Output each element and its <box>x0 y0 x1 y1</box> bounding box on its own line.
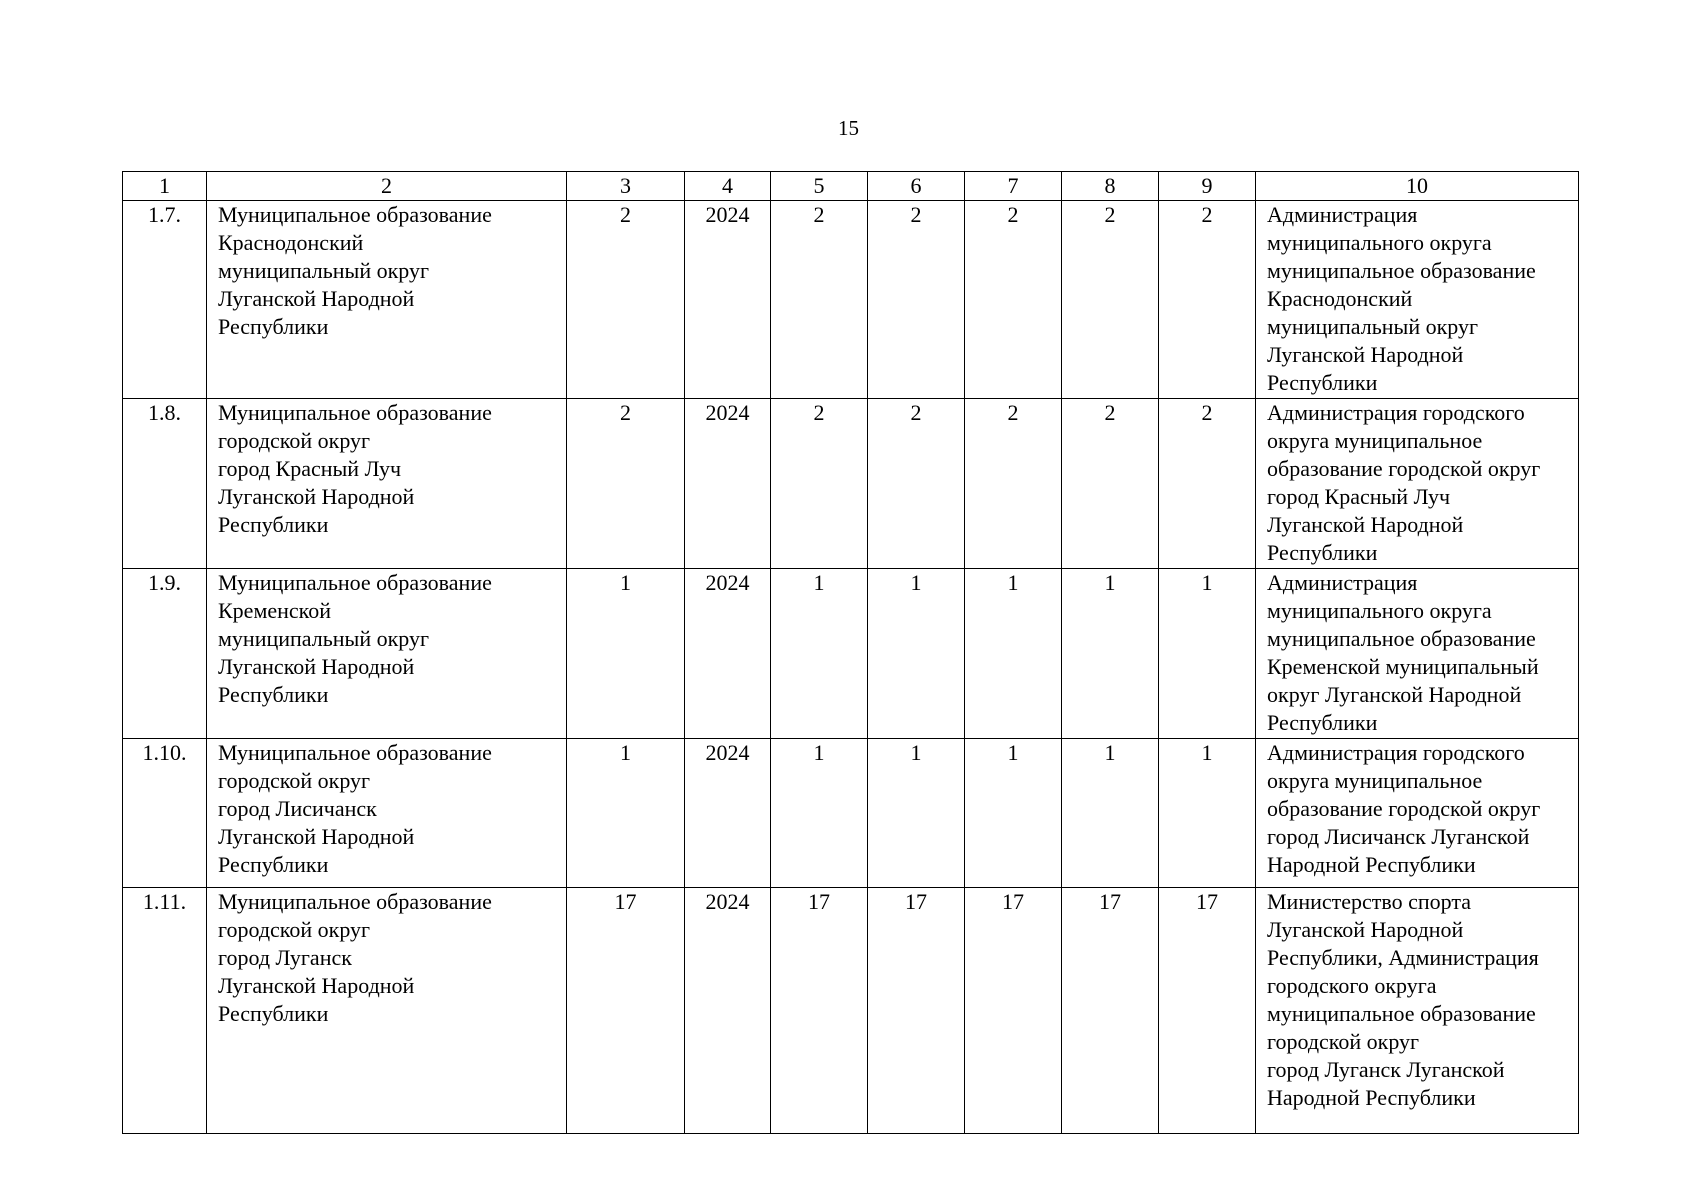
value-cell: 1 <box>868 739 965 888</box>
text-line: город Луганск <box>218 945 352 970</box>
text-line: Луганской Народной <box>218 654 415 679</box>
text-line: муниципальное образование <box>1267 258 1536 283</box>
municipality-cell <box>207 201 567 399</box>
table-row <box>123 399 1579 569</box>
text-line: округа муниципальное <box>1267 428 1483 453</box>
year-cell: 2024 <box>685 569 771 739</box>
page-number: 15 <box>838 116 859 140</box>
text-line: Народной Республики <box>1267 1085 1476 1110</box>
value-cell: 2 <box>1159 201 1256 399</box>
text-line: Луганской Народной <box>1267 917 1464 942</box>
text-line: Республики <box>218 852 329 877</box>
column-header: 9 <box>1159 172 1256 201</box>
text-line: Республики <box>218 512 329 537</box>
responsible-org-cell <box>1256 201 1579 399</box>
text-line: Кременской муниципальный <box>1267 654 1539 679</box>
value-cell: 2 <box>868 201 965 399</box>
text-line: муниципального округа <box>1267 598 1492 623</box>
table-row <box>123 569 1579 739</box>
row-number-cell: 1.9. <box>123 569 207 739</box>
text-line: Республики, Администрация <box>1267 945 1539 970</box>
text-line: Администрация <box>1267 570 1418 595</box>
column-header: 2 <box>207 172 567 201</box>
value-cell: 1 <box>1062 569 1159 739</box>
responsible-org-cell <box>1256 569 1579 739</box>
text-line: Республики <box>1267 540 1378 565</box>
text-line: город Лисичанск Луганской <box>1267 824 1530 849</box>
row-number-cell: 1.11. <box>123 888 207 1134</box>
responsible-org-cell <box>1256 888 1579 1134</box>
text-line: Республики <box>218 1001 329 1026</box>
value-cell: 17 <box>567 888 685 1134</box>
text-line: Луганской Народной <box>218 973 415 998</box>
column-number-row <box>123 172 1579 201</box>
municipality-cell <box>207 888 567 1134</box>
data-table <box>122 171 1579 1134</box>
row-number-cell: 1.10. <box>123 739 207 888</box>
text-line: Луганской Народной <box>218 484 415 509</box>
text-line: Луганской Народной <box>218 286 415 311</box>
table-row <box>123 888 1579 1134</box>
value-cell: 2 <box>771 399 868 569</box>
municipality-cell <box>207 739 567 888</box>
text-line: муниципальный округ <box>218 258 430 283</box>
text-line: Республики <box>218 682 329 707</box>
text-line: Муниципальное образование <box>218 570 492 595</box>
year-cell: 2024 <box>685 888 771 1134</box>
text-line: Народной Республики <box>1267 852 1476 877</box>
value-cell: 2 <box>1159 399 1256 569</box>
column-header: 3 <box>567 172 685 201</box>
text-line: Администрация городского <box>1267 400 1525 425</box>
text-line: Муниципальное образование <box>218 740 492 765</box>
value-cell: 2 <box>567 201 685 399</box>
responsible-org-cell <box>1256 399 1579 569</box>
row-number-cell: 1.8. <box>123 399 207 569</box>
value-cell: 17 <box>771 888 868 1134</box>
row-number-cell: 1.7. <box>123 201 207 399</box>
value-cell: 2 <box>771 201 868 399</box>
value-cell: 1 <box>567 569 685 739</box>
text-line: Муниципальное образование <box>218 400 492 425</box>
column-header: 6 <box>868 172 965 201</box>
text-line: округа муниципальное <box>1267 768 1483 793</box>
column-header: 10 <box>1256 172 1579 201</box>
value-cell: 2 <box>868 399 965 569</box>
text-line: Администрация городского <box>1267 740 1525 765</box>
column-header: 8 <box>1062 172 1159 201</box>
value-cell: 1 <box>1159 739 1256 888</box>
text-line: Муниципальное образование <box>218 889 492 914</box>
text-line: муниципальный округ <box>218 626 430 651</box>
table-row <box>123 739 1579 888</box>
value-cell: 2 <box>1062 399 1159 569</box>
text-line: город Красный Луч <box>1267 484 1451 509</box>
text-line: город Луганск Луганской <box>1267 1057 1505 1082</box>
text-line: город Красный Луч <box>218 456 402 481</box>
text-line: город Лисичанск <box>218 796 377 821</box>
year-cell: 2024 <box>685 201 771 399</box>
value-cell: 17 <box>868 888 965 1134</box>
text-line: городской округ <box>1267 1029 1420 1054</box>
value-cell: 1 <box>868 569 965 739</box>
text-line: Республики <box>1267 710 1378 735</box>
value-cell: 1 <box>771 739 868 888</box>
year-cell: 2024 <box>685 739 771 888</box>
text-line: Муниципальное образование <box>218 202 492 227</box>
text-line: Администрация <box>1267 202 1418 227</box>
column-header: 7 <box>965 172 1062 201</box>
table-row <box>123 201 1579 399</box>
value-cell: 2 <box>965 201 1062 399</box>
column-header: 1 <box>123 172 207 201</box>
value-cell: 2 <box>567 399 685 569</box>
responsible-org-cell <box>1256 739 1579 888</box>
value-cell: 17 <box>965 888 1062 1134</box>
text-line: муниципальное образование <box>1267 626 1536 651</box>
text-line: городской округ <box>218 428 371 453</box>
column-header: 4 <box>685 172 771 201</box>
text-line: муниципальный округ <box>1267 314 1479 339</box>
value-cell: 17 <box>1159 888 1256 1134</box>
municipality-cell <box>207 399 567 569</box>
text-line: Республики <box>218 314 329 339</box>
text-line: Луганской Народной <box>1267 342 1464 367</box>
text-line: Краснодонский <box>1267 286 1413 311</box>
text-line: Краснодонский <box>218 230 364 255</box>
text-line: образование городской округ <box>1267 456 1541 481</box>
text-line: Луганской Народной <box>1267 512 1464 537</box>
text-line: Республики <box>1267 370 1378 395</box>
value-cell: 1 <box>567 739 685 888</box>
value-cell: 2 <box>1062 201 1159 399</box>
text-line: городской округ <box>218 917 371 942</box>
text-line: образование городской округ <box>1267 796 1541 821</box>
value-cell: 1 <box>771 569 868 739</box>
year-cell: 2024 <box>685 399 771 569</box>
text-line: Министерство спорта <box>1267 889 1472 914</box>
column-header: 5 <box>771 172 868 201</box>
text-line: Луганской Народной <box>218 824 415 849</box>
text-line: муниципальное образование <box>1267 1001 1536 1026</box>
municipality-cell <box>207 569 567 739</box>
value-cell: 1 <box>965 569 1062 739</box>
value-cell: 2 <box>965 399 1062 569</box>
value-cell: 17 <box>1062 888 1159 1134</box>
text-line: городской округ <box>218 768 371 793</box>
text-line: округ Луганской Народной <box>1267 682 1522 707</box>
value-cell: 1 <box>965 739 1062 888</box>
text-line: муниципального округа <box>1267 230 1492 255</box>
text-line: городского округа <box>1267 973 1437 998</box>
value-cell: 1 <box>1159 569 1256 739</box>
value-cell: 1 <box>1062 739 1159 888</box>
text-line: Кременской <box>218 598 332 623</box>
